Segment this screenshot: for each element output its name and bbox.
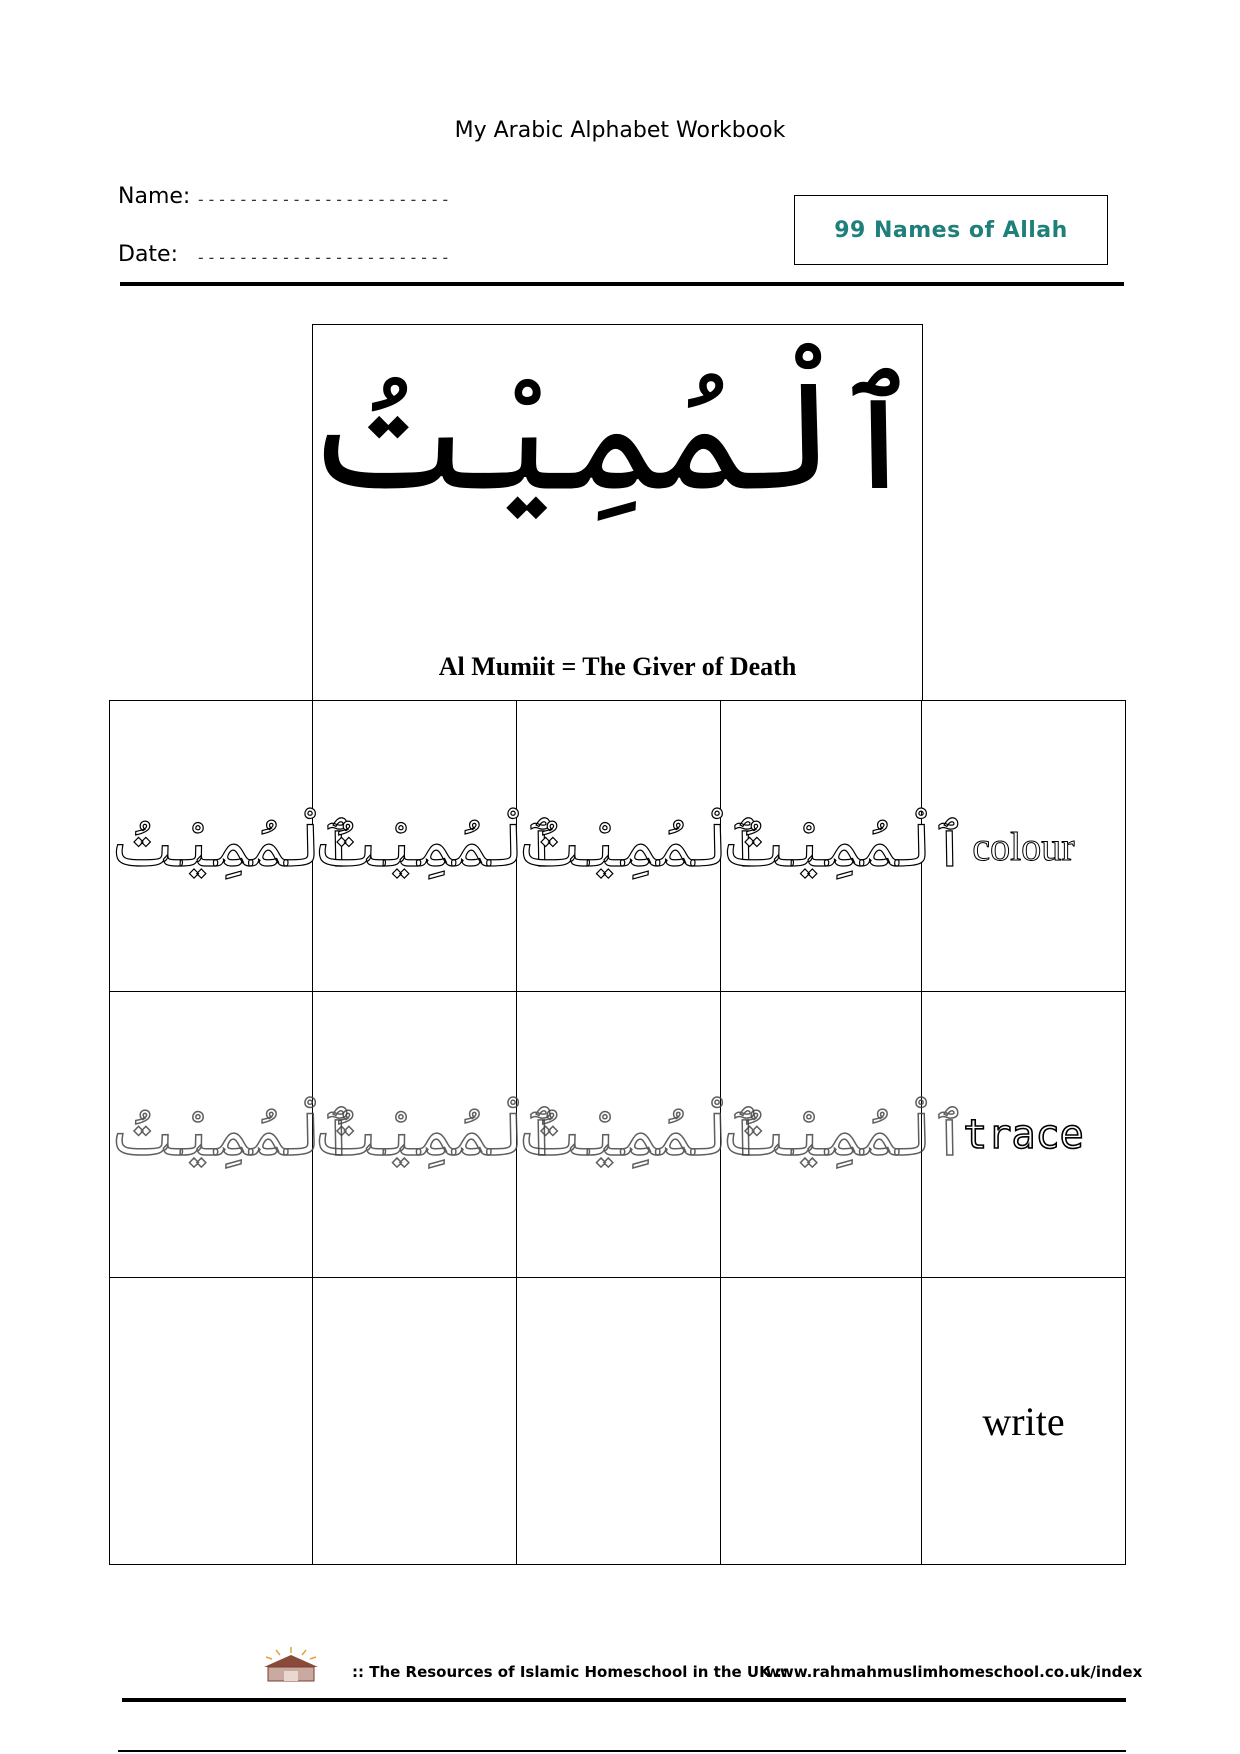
colour-cell[interactable] [517, 701, 764, 992]
trace-cell[interactable] [313, 992, 560, 1278]
date-line: ------------------------ [196, 248, 452, 267]
name-label: Name: [118, 184, 191, 209]
practice-grid [109, 700, 1126, 1565]
write-cell[interactable] [517, 1278, 721, 1565]
colour-row [110, 701, 1126, 992]
dotted-arabic-word: ٱلْمُمِيْتُ [110, 1099, 357, 1170]
trace-label: trace [963, 1111, 1084, 1158]
footer-url[interactable]: www.rahmahmuslimhomeschool.co.uk/index [766, 1663, 1143, 1681]
write-label: write [982, 1398, 1065, 1444]
colour-cell[interactable] [313, 701, 560, 992]
write-cell[interactable] [110, 1278, 313, 1565]
trace-cell[interactable] [110, 992, 357, 1278]
bottom-rule [118, 1750, 1126, 1752]
write-cell[interactable] [721, 1278, 922, 1565]
dotted-arabic-word: ٱلْمُمِيْتُ [721, 1099, 968, 1170]
write-row [110, 1278, 1126, 1565]
footer-divider [122, 1698, 1126, 1702]
colour-label: colour [972, 823, 1075, 869]
name-caption: Al Mumiit = The Giver of Death [438, 652, 797, 681]
main-arabic-name: ٱلْمُمِيْتُ [307, 350, 923, 524]
workbook-title: My Arabic Alphabet Workbook [454, 118, 786, 143]
topic-badge: 99 Names of Allah [794, 195, 1108, 265]
colour-cell[interactable] [110, 701, 357, 992]
name-line: ------------------------ [196, 190, 452, 209]
footer-tagline: :: The Resources of Islamic Homeschool in the UK :: [352, 1663, 788, 1681]
outline-arabic-word: ٱلْمُمِيْتُ [517, 811, 764, 881]
write-label-cell [922, 1278, 1126, 1565]
trace-cell[interactable] [517, 992, 764, 1278]
dotted-arabic-word: ٱلْمُمِيْتُ [517, 1099, 764, 1170]
homeschool-logo-icon [258, 1645, 324, 1685]
date-label: Date: [118, 242, 178, 267]
outline-arabic-word: ٱلْمُمِيْتُ [110, 811, 357, 881]
colour-cell[interactable] [721, 701, 968, 992]
header-divider [120, 282, 1124, 286]
write-cell[interactable] [313, 1278, 517, 1565]
outline-arabic-word: ٱلْمُمِيْتُ [721, 811, 968, 881]
trace-row [110, 992, 1126, 1278]
dotted-arabic-word: ٱلْمُمِيْتُ [313, 1099, 560, 1170]
outline-arabic-word: ٱلْمُمِيْتُ [313, 811, 560, 881]
trace-cell[interactable] [721, 992, 968, 1278]
